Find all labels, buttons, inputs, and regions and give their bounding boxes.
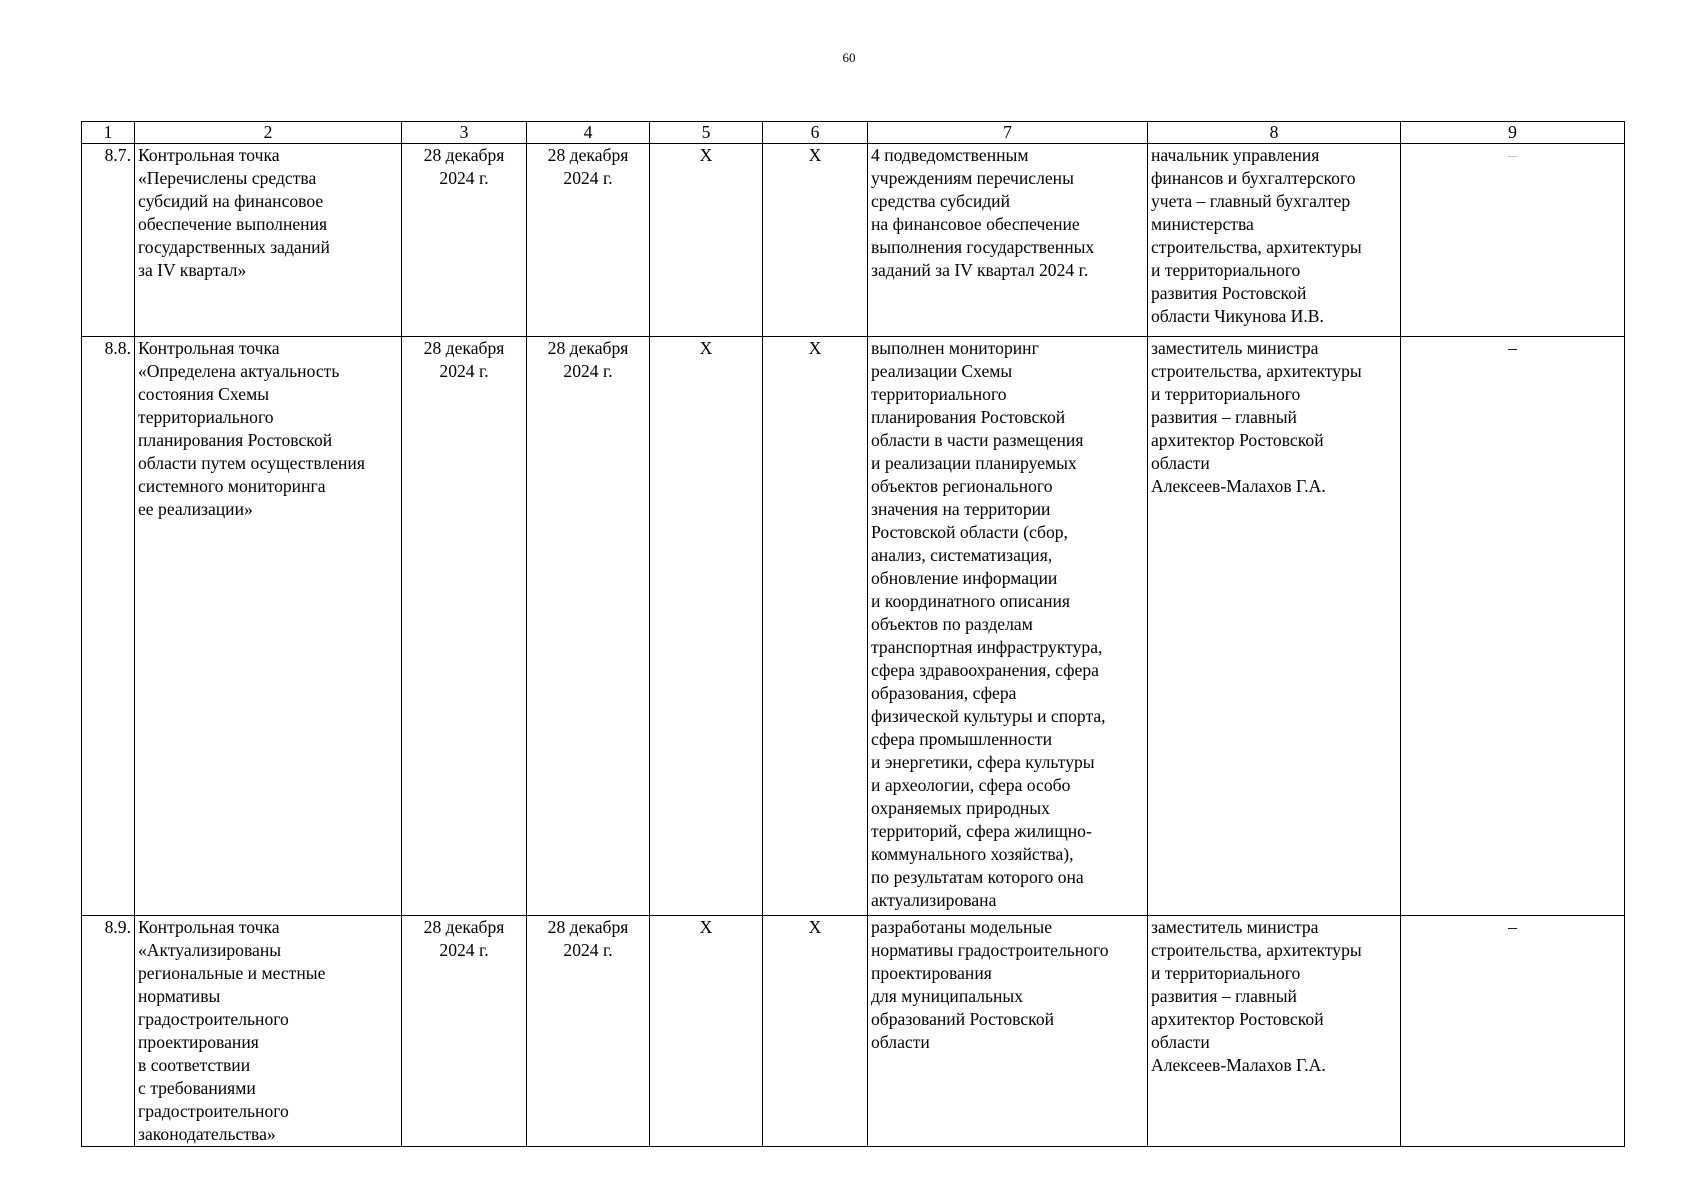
actual-date: 28 декабря 2024 г.	[527, 337, 650, 916]
row-number: 8.7.	[82, 144, 135, 337]
header-cell: 1	[82, 122, 135, 144]
table-row	[82, 337, 1625, 916]
control-point-name: Контрольная точка «Определена актуальность состояния Схемы территориального планирования Ростовской области путем осуществления системного мониторинга ее реализации»	[135, 337, 402, 916]
table-row	[82, 144, 1625, 337]
header-cell: 4	[527, 122, 650, 144]
planned-date: 28 декабря 2024 г.	[402, 337, 527, 916]
header-cell: 9	[1401, 122, 1625, 144]
header-row	[82, 122, 1625, 144]
page-number: 60	[842, 50, 856, 65]
header-cell: 8	[1148, 122, 1401, 144]
column-5-value: X	[650, 144, 763, 337]
header-cell: 6	[763, 122, 868, 144]
control-point-name: Контрольная точка «Перечислены средства субсидий на финансовое обеспечение выполнения государственных заданий за IV квартал»	[135, 144, 402, 337]
result-description: выполнен мониторинг реализации Схемы территориального планирования Ростовской области в части размещения и реализации планируемых объектов регионального значения на территории Ростовской области (сбор, анализ, систематизация, обновление информации и координатного описания объектов по разделам транспортная инфраструктура, сфера здравоохранения, сфера образования, сфера физической культуры и спорта, сфера промышленности и энергетики, сфера культуры и археологии, сфера особо охраняемых природных территорий, сфера жилищно- коммунального хозяйства), по результатам которого она актуализирована	[868, 337, 1148, 916]
header-cell: 2	[135, 122, 402, 144]
header-cell: 5	[650, 122, 763, 144]
note: –	[1401, 144, 1625, 337]
table-row	[82, 916, 1625, 1147]
column-6-value: X	[763, 337, 868, 916]
header-cell: 3	[402, 122, 527, 144]
actual-date: 28 декабря 2024 г.	[527, 144, 650, 337]
result-description: разработаны модельные нормативы градостроительного проектирования для муниципальных образований Ростовской области	[868, 916, 1148, 1147]
control-point-name: Контрольная точка «Актуализированы региональные и местные нормативы градостроительного проектирования в соответствии с требованиями градостроительного законодательства»	[135, 916, 402, 1147]
planned-date: 28 декабря 2024 г.	[402, 916, 527, 1147]
row-number: 8.8.	[82, 337, 135, 916]
header-cell: 7	[868, 122, 1148, 144]
responsible-person: начальник управления финансов и бухгалтерского учета – главный бухгалтер министерства строительства, архитектуры и территориального развития Ростовской области Чикунова И.В.	[1148, 144, 1401, 337]
note: –	[1401, 916, 1625, 1147]
note: –	[1401, 337, 1625, 916]
result-description: 4 подведомственным учреждениям перечислены средства субсидий на финансовое обеспечение выполнения государственных заданий за IV квартал 2024 г.	[868, 144, 1148, 337]
responsible-person: заместитель министра строительства, архитектуры и территориального развития – главный архитектор Ростовской области Алексеев-Малахов Г.А.	[1148, 337, 1401, 916]
row-number: 8.9.	[82, 916, 135, 1147]
responsible-person: заместитель министра строительства, архитектуры и территориального развития – главный архитектор Ростовской области Алексеев-Малахов Г.А.	[1148, 916, 1401, 1147]
actual-date: 28 декабря 2024 г.	[527, 916, 650, 1147]
control-points-table	[81, 121, 1625, 1147]
column-5-value: X	[650, 337, 763, 916]
column-6-value: X	[763, 144, 868, 337]
planned-date: 28 декабря 2024 г.	[402, 144, 527, 337]
column-6-value: X	[763, 916, 868, 1147]
column-5-value: X	[650, 916, 763, 1147]
